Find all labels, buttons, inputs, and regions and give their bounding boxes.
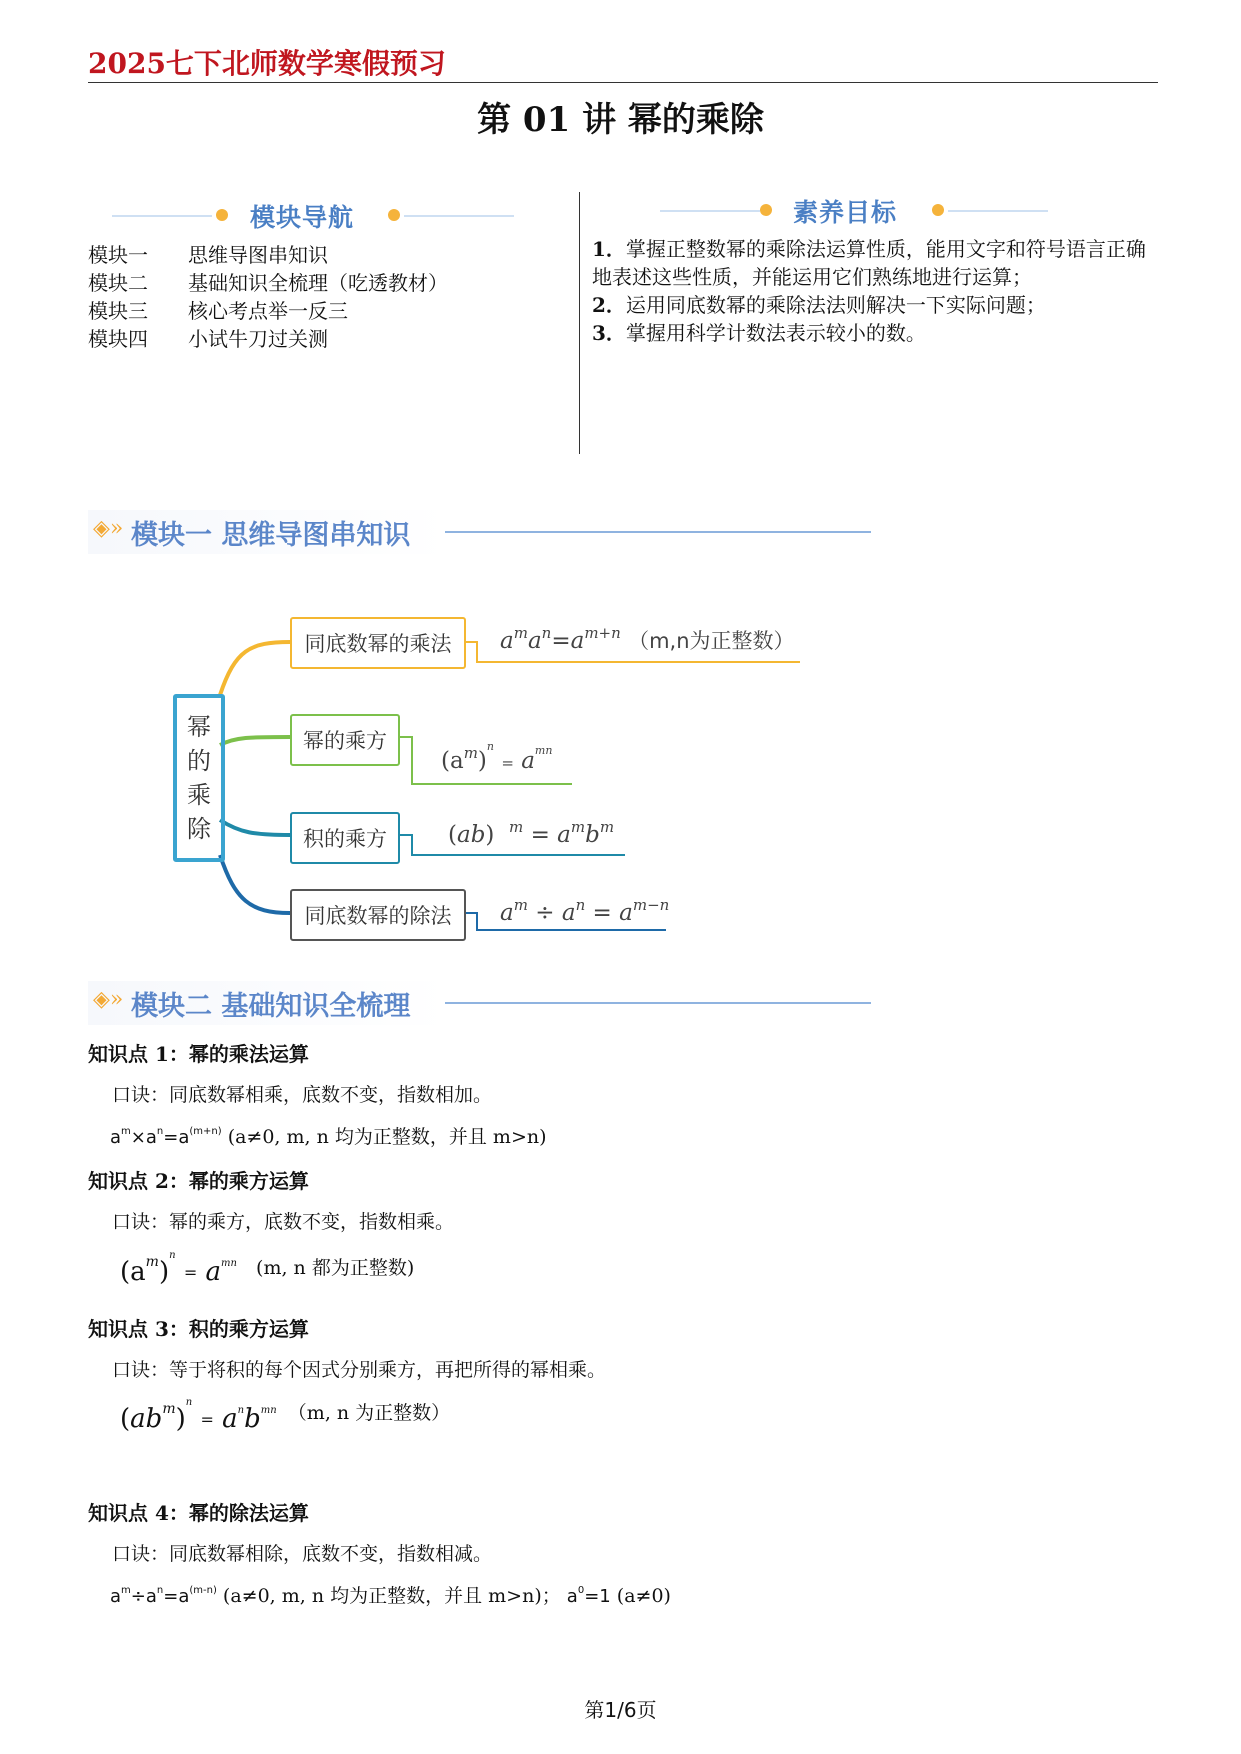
kp1-condition: (a≠0, m, n 均为正整数，并且 m>n) [227, 1126, 547, 1148]
kp4-extra-condition: (a≠0) [616, 1585, 671, 1607]
nav-item-key: 模块三 [88, 299, 148, 323]
kp4-condition: (a≠0, m, n 均为正整数，并且 m>n)； [222, 1585, 561, 1607]
kp4-rule: 口诀：同底数幂相除，底数不变，指数相减。 [112, 1543, 493, 1565]
branch-power-of-power: 幂的乘方 [290, 714, 400, 766]
kp1-rule: 口诀：同底数幂相乘，底数不变，指数相加。 [112, 1084, 493, 1106]
root-char: 乘 [187, 781, 211, 809]
goal-num: 1． [592, 237, 626, 261]
header-rule [88, 82, 1158, 83]
nav-heading-line-right [404, 215, 514, 217]
formula-note: （m,n为正整数） [628, 629, 795, 653]
nav-heading: 模块导航 [250, 203, 355, 232]
goal-item [592, 235, 1152, 291]
kp3-condition: （m, n 为正整数） [287, 1402, 451, 1424]
formula-power-of-product: (ab) $^m = a^mb^m$ [448, 818, 615, 848]
goal-text: 掌握用科学计数法表示较小的数。 [625, 321, 926, 345]
nav-item-key: 模块二 [88, 271, 148, 295]
root-char: 除 [187, 815, 211, 843]
nav-item-key: 模块一 [88, 243, 148, 267]
nav-list [88, 241, 448, 353]
column-divider [579, 192, 580, 454]
branch-connector [220, 737, 290, 745]
nav-item [88, 325, 448, 353]
kp4-title: 知识点 4：幂的除法运算 [88, 1501, 309, 1525]
goal-item [592, 319, 1152, 347]
root-char: 幂 [187, 713, 211, 741]
kp4-formula: $a^m\div a^n=a^{(m-n)}$ (a≠0, m, n 均为正整数，并且 m>n)； $a^0=1$ (a≠0) [110, 1585, 671, 1607]
kp1-formula: $a^m\times a^n=a^{(m+n)}$ (a≠0, m, n 均为正整数，并且 m>n) [110, 1126, 547, 1148]
goal-num: 2． [592, 293, 626, 317]
goal-text: 掌握正整数幂的乘除法运算性质，能用文字和符号语言正确地表述这些性质，并能运用它们熟练地进行运算； [592, 237, 1146, 289]
goal-item [592, 291, 1152, 319]
nav-item-value: 小试牛刀过关测 [188, 327, 328, 351]
branch-division: 同底数幂的除法 [290, 889, 466, 941]
kp1-title: 知识点 1：幂的乘法运算 [88, 1042, 309, 1066]
goals-heading-line-left [660, 210, 760, 212]
branch-connector [220, 820, 290, 835]
module2-banner: 模块二 基础知识全梳理 [131, 991, 411, 1022]
formula-multiplication: $a^ma^n=a^{m+n}$ （m,n为正整数） [500, 624, 795, 654]
module1-banner-line [445, 531, 871, 533]
nav-heading-line-left [112, 215, 212, 217]
branch-power-of-product: 积的乘方 [290, 812, 400, 864]
goals-heading: 素养目标 [793, 198, 898, 227]
branch-connector [220, 855, 290, 913]
goal-num: 3． [592, 321, 626, 345]
formula-power-of-power: $(a^m)^n = a^{mn}$ [441, 740, 553, 774]
diamond-icon: ◈» [93, 516, 124, 541]
goals-heading-dot-right [932, 204, 944, 216]
mindmap-root [173, 694, 225, 862]
nav-item-value: 思维导图串知识 [188, 243, 328, 267]
nav-item [88, 297, 448, 325]
nav-heading-dot-right [388, 209, 400, 221]
formula-division: $a^m \div a^n = a^{m-n}$ [500, 896, 670, 926]
root-char: 的 [187, 747, 211, 775]
nav-item [88, 241, 448, 269]
nav-item-value: 基础知识全梳理（吃透教材） [188, 271, 448, 295]
goal-text: 运用同底数幂的乘除法法则解决一下实际问题； [625, 293, 1046, 317]
kp2-title: 知识点 2：幂的乘方运算 [88, 1169, 309, 1193]
kp3-formula: $(ab^m)^n = a^nb^{mn}$ （m, n 为正整数） [120, 1397, 451, 1434]
kp2-formula: $(a^m)^n = a^{mn}$ (m, n 都为正整数) [120, 1250, 415, 1287]
kp3-title: 知识点 3：积的乘方运算 [88, 1317, 309, 1341]
module1-banner: 模块一 思维导图串知识 [131, 520, 411, 551]
nav-item [88, 269, 448, 297]
page-number: 第1/6页 [584, 1698, 657, 1722]
series-title: 2025七下北师数学寒假预习 [88, 47, 446, 80]
goals-heading-line-right [948, 210, 1048, 212]
nav-item-key: 模块四 [88, 327, 148, 351]
branch-connector [220, 642, 290, 695]
lesson-title: 第 01 讲 幂的乘除 [477, 100, 764, 140]
kp2-condition: (m, n 都为正整数) [256, 1257, 415, 1279]
goals-heading-dot-left [760, 204, 772, 216]
diamond-icon: ◈» [93, 987, 124, 1012]
nav-heading-dot-left [216, 209, 228, 221]
branch-multiplication: 同底数幂的乘法 [290, 617, 466, 669]
kp3-rule: 口诀：等于将积的每个因式分别乘方，再把所得的幂相乘。 [112, 1359, 607, 1381]
module2-banner-line [445, 1002, 871, 1004]
goals-list [592, 235, 1152, 347]
nav-item-value: 核心考点举一反三 [188, 299, 348, 323]
kp2-rule: 口诀：幂的乘方，底数不变，指数相乘。 [112, 1211, 455, 1233]
